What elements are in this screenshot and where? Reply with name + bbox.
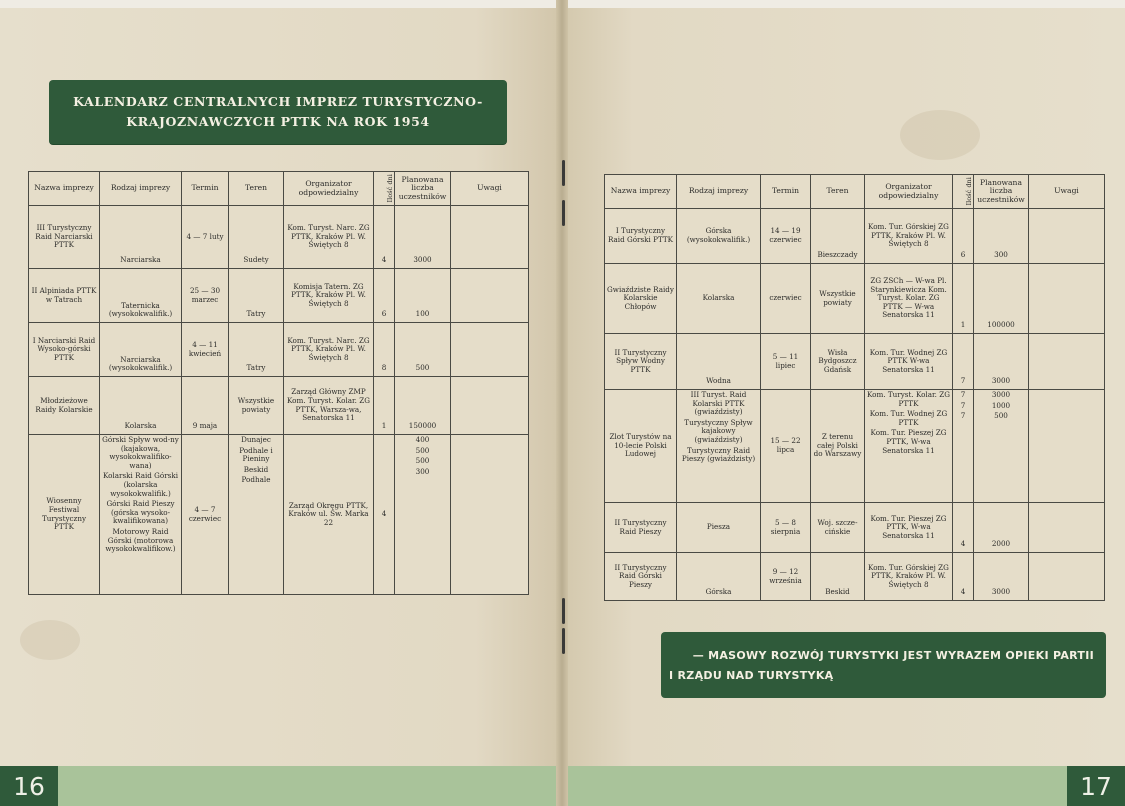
cell-termin: 14 — 19 czerwiec — [761, 209, 811, 264]
events-table-left — [28, 171, 529, 595]
cell-teren: Z terenu całej Polski do Warszawy — [811, 390, 865, 503]
cell-rodzaj: Górska — [677, 553, 761, 601]
cell-organizator-stack — [865, 390, 953, 503]
cell-termin: 25 — 30 marzec — [182, 269, 229, 323]
slogan-line-2: I RZĄDU NAD TURYSTYKĄ — [669, 669, 834, 682]
cell-liczba-stack — [395, 435, 451, 595]
cell-uwagi — [451, 435, 529, 595]
cell-rodzaj: Kolarska — [677, 264, 761, 334]
cell-teren: Wisła Bydgoszcz Gdańsk — [811, 334, 865, 390]
cell-termin: 9 maja — [182, 377, 229, 435]
festival-liczba: 300 — [415, 466, 430, 476]
cell-teren: Tatry — [229, 269, 284, 323]
cell-termin: 15 — 22 lipca — [761, 390, 811, 503]
cell-liczba: 100 — [395, 269, 451, 323]
cell-liczba: 3000 — [974, 553, 1029, 601]
header-uwagi: Uwagi — [451, 172, 529, 206]
paper-stain — [900, 110, 980, 160]
cell-dni: 4 — [374, 435, 395, 595]
cell-dni: 6 — [953, 209, 974, 264]
header-dni-cell — [953, 175, 974, 209]
cell-teren: Woj. szcze-cińskie — [811, 503, 865, 553]
header-liczba: Planowana liczba uczestników — [974, 175, 1029, 209]
zlot-rodzaj: Turystyczny Raid Pieszy (gwiaździsty) — [681, 445, 756, 464]
cell-organizator: Zarząd Główny ZMP Kom. Turyst. Kolar. ZG PTTK, Warsza-wa, Senatorska 11 — [284, 377, 374, 435]
cell-uwagi — [1029, 334, 1105, 390]
zlot-liczba: 500 — [994, 411, 1008, 421]
cell-organizator: Kom. Tur. Górskiej ZG PTTK, Kraków Pl. W. Świętych 8 — [865, 553, 953, 601]
page-number-right: 17 — [1067, 766, 1125, 806]
cell-uwagi — [451, 269, 529, 323]
events-table-right — [604, 174, 1105, 601]
zlot-dni: 7 — [960, 411, 966, 421]
zlot-rodzaj: III Turyst. Raid Kolarski PTTK (gwiaździsty) — [690, 390, 747, 417]
cell-rodzaj: Kolarska — [100, 377, 182, 435]
cell-liczba: 300 — [974, 209, 1029, 264]
title-line-2: KRAJOZNAWCZYCH PTTK NA ROK 1954 — [126, 114, 430, 129]
festival-rodzaj: Górski Raid Pieszy (górska wysoko-kwalifikowana) — [106, 499, 175, 526]
cell-teren: Sudety — [229, 206, 284, 269]
cell-uwagi — [451, 323, 529, 377]
table-row — [29, 377, 529, 435]
festival-rodzaj: Górski Spływ wod-ny (kajakowa, wysokokwalifiko-wana) — [102, 435, 179, 470]
table-row-zlot — [605, 390, 1105, 503]
festival-teren: Dunajec — [241, 435, 271, 444]
cell-nazwa: I Narciarski Raid Wysoko-górski PTTK — [29, 323, 100, 377]
zlot-organizator: Kom. Tur. Wodnej ZG PTTK — [869, 409, 948, 427]
cell-organizator: Kom. Turyst. Narc. ZG PTTK, Kraków Pl. W. Świętych 8 — [284, 206, 374, 269]
title-line-1: KALENDARZ CENTRALNYCH IMPREZ TURYSTYCZNO- — [73, 94, 483, 109]
festival-rodzaj: Motorowy Raid Górski (motorowa wysokokwalifikow.) — [105, 526, 176, 554]
cell-teren: Bieszczady — [811, 209, 865, 264]
zlot-dni: 7 — [960, 400, 966, 410]
header-dni-cell — [374, 172, 395, 206]
cell-nazwa: II Turystyczny Raid Górski Pieszy — [605, 553, 677, 601]
header-termin: Termin — [761, 175, 811, 209]
cell-rodzaj: Taternicka (wysokokwalifik.) — [100, 269, 182, 323]
cell-rodzaj: Narciarska — [100, 206, 182, 269]
cell-nazwa: II Turystyczny Raid Pieszy — [605, 503, 677, 553]
festival-teren: Podhale i Pieniny — [239, 445, 273, 464]
cell-rodzaj: Górska (wysokokwalifik.) — [677, 209, 761, 264]
table-row — [605, 503, 1105, 553]
cell-uwagi — [1029, 553, 1105, 601]
cell-organizator: Zarząd Okręgu PTTK, Kraków ul. Św. Marka 22 — [284, 435, 374, 595]
cell-dni: 4 — [953, 503, 974, 553]
festival-liczba: 500 — [415, 445, 430, 455]
cell-teren: Wszystkie powiaty — [229, 377, 284, 435]
footer-band-left — [0, 766, 556, 806]
header-nazwa: Nazwa imprezy — [605, 175, 677, 209]
cell-termin: czerwiec — [761, 264, 811, 334]
cell-uwagi — [451, 377, 529, 435]
festival-teren: Podhale — [241, 475, 271, 485]
zlot-liczba: 1000 — [991, 400, 1011, 410]
cell-rodzaj: Piesza — [677, 503, 761, 553]
paper-stain — [20, 620, 80, 660]
zlot-organizator: Kom. Turyst. Kolar. ZG PTTK — [867, 390, 950, 408]
festival-rodzaj: Kolarski Raid Górski (kolarska wysokokwalifik.) — [102, 471, 179, 498]
cell-organizator: ZG ZSCh — W-wa Pl. Starynkiewicza Kom. Turyst. Kolar. ZG PTTK — W-wa Senatorska 11 — [865, 264, 953, 334]
festival-liczba: 500 — [415, 456, 430, 466]
cell-nazwa: II Turystyczny Spływ Wodny PTTK — [605, 334, 677, 390]
zlot-dni: 7 — [960, 390, 966, 399]
header-rodzaj: Rodzaj imprezy — [100, 172, 182, 206]
festival-teren: Beskid — [243, 464, 269, 474]
cell-teren: Wszystkie powiaty — [811, 264, 865, 334]
header-dni: Ilość dni — [385, 174, 394, 203]
cell-teren-stack — [229, 435, 284, 595]
cell-organizator: Kom. Tur. Pieszej ZG PTTK, W-wa Senatorska 11 — [865, 503, 953, 553]
cell-nazwa: III Turystyczny Raid Narciarski PTTK — [29, 206, 100, 269]
header-teren: Teren — [811, 175, 865, 209]
cell-dni: 8 — [374, 323, 395, 377]
cell-organizator: Kom. Tur. Górskiej ZG PTTK, Kraków Pl. W. Świętych 8 — [865, 209, 953, 264]
table-row-festival — [29, 435, 529, 595]
zlot-rodzaj: Turystyczny Spływ kajakowy (gwiaździsty) — [684, 417, 753, 444]
cell-uwagi — [451, 206, 529, 269]
staple-lower — [562, 598, 565, 624]
cell-termin: 5 — 11 lipiec — [761, 334, 811, 390]
page-number-left: 16 — [0, 766, 58, 806]
header-teren: Teren — [229, 172, 284, 206]
table-header-row — [605, 175, 1105, 209]
header-uwagi: Uwagi — [1029, 175, 1105, 209]
cell-rodzaj-stack — [677, 390, 761, 503]
cell-organizator: Kom. Turyst. Narc. ZG PTTK, Kraków Pl. W. Świętych 8 — [284, 323, 374, 377]
zlot-liczba: 3000 — [991, 390, 1011, 399]
cell-nazwa: Zlot Turystów na 10-lecie Polski Ludowej — [605, 390, 677, 503]
cell-dni: 6 — [374, 269, 395, 323]
table-row — [605, 209, 1105, 264]
festival-liczba: 400 — [415, 435, 430, 444]
cell-termin: 4 — 7 luty — [182, 206, 229, 269]
cell-uwagi — [1029, 209, 1105, 264]
staple-upper — [562, 200, 565, 226]
header-nazwa: Nazwa imprezy — [29, 172, 100, 206]
table-row — [29, 323, 529, 377]
table-row — [605, 334, 1105, 390]
header-dni: Ilość dni — [964, 177, 973, 206]
table-row — [605, 553, 1105, 601]
cell-liczba: 3000 — [974, 334, 1029, 390]
cell-nazwa: Wiosenny Festiwal Turystyczny PTTK — [29, 435, 100, 595]
cell-liczba-stack — [974, 390, 1029, 503]
footer-band-right — [568, 766, 1125, 806]
calendar-title-banner — [49, 80, 507, 144]
staple-top — [562, 160, 565, 186]
header-organizator: Organizator odpowiedzialny — [865, 175, 953, 209]
cell-termin: 5 — 8 sierpnia — [761, 503, 811, 553]
cell-liczba: 150000 — [395, 377, 451, 435]
cell-dni: 1 — [374, 377, 395, 435]
cell-termin: 9 — 12 września — [761, 553, 811, 601]
cell-teren: Tatry — [229, 323, 284, 377]
cell-dni: 4 — [953, 553, 974, 601]
cell-organizator: Kom. Tur. Wodnej ZG PTTK W-wa Senatorska 11 — [865, 334, 953, 390]
table-row — [605, 264, 1105, 334]
zlot-organizator: Kom. Tur. Pieszej ZG PTTK, W-wa Senatorska 11 — [870, 428, 947, 455]
header-liczba: Planowana liczba uczestników — [395, 172, 451, 206]
cell-dni-stack — [953, 390, 974, 503]
book-gutter — [556, 0, 568, 806]
table-header-row — [29, 172, 529, 206]
cell-liczba: 100000 — [974, 264, 1029, 334]
cell-nazwa: I Turystyczny Raid Górski PTTK — [605, 209, 677, 264]
slogan-line-1: — MASOWY ROZWÓJ TURYSTYKI JEST WYRAZEM OPIEKI PARTII — [692, 649, 1094, 662]
slogan-banner — [661, 632, 1106, 698]
staple-bottom — [562, 628, 565, 654]
header-rodzaj: Rodzaj imprezy — [677, 175, 761, 209]
cell-liczba: 3000 — [395, 206, 451, 269]
cell-nazwa: II Alpiniada PTTK w Tatrach — [29, 269, 100, 323]
cell-dni: 7 — [953, 334, 974, 390]
cell-termin: 4 — 11 kwiecień — [182, 323, 229, 377]
cell-uwagi — [1029, 390, 1105, 503]
cell-uwagi — [1029, 264, 1105, 334]
table-row — [29, 269, 529, 323]
cell-dni: 1 — [953, 264, 974, 334]
cell-uwagi — [1029, 503, 1105, 553]
cell-teren: Beskid — [811, 553, 865, 601]
cell-termin: 4 — 7 czerwiec — [182, 435, 229, 595]
cell-nazwa: Młodzieżowe Raidy Kolarskie — [29, 377, 100, 435]
header-termin: Termin — [182, 172, 229, 206]
cell-nazwa: Gwiaździste Raidy Kolarskie Chłopów — [605, 264, 677, 334]
cell-organizator: Komisja Tatern. ZG PTTK, Kraków Pl. W. Świętych 8 — [284, 269, 374, 323]
cell-liczba: 500 — [395, 323, 451, 377]
cell-rodzaj-stack — [100, 435, 182, 595]
cell-dni: 4 — [374, 206, 395, 269]
cell-rodzaj: Narciarska (wysokokwalifik.) — [100, 323, 182, 377]
cell-liczba: 2000 — [974, 503, 1029, 553]
cell-rodzaj: Wodna — [677, 334, 761, 390]
header-organizator: Organizator odpowiedzialny — [284, 172, 374, 206]
table-row — [29, 206, 529, 269]
